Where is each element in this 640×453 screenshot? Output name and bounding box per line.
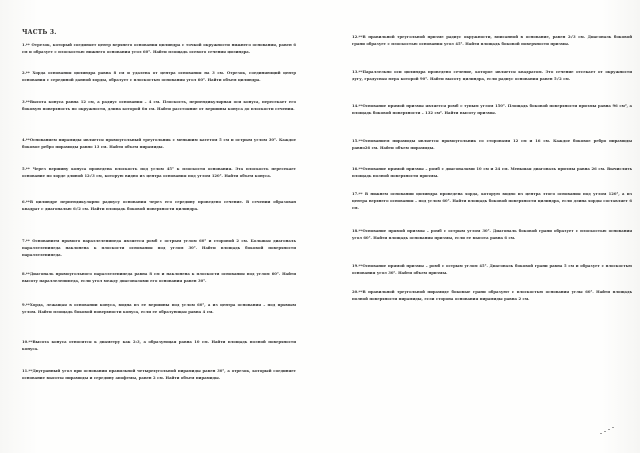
problem-text: **В правильной треугольной призме радиус окружности, вписанной в основание, равен 2√3 см. Диагональ боковой грани образует с плоскостью основания угол 45°. Найти площадь боковой поверхности призмы.	[352, 34, 632, 46]
problem-text: **Основание прямой призмы – ромб с диагоналями 10 см и 24 см. Меньшая диагональ призмы равна 26 см. Вычислить площадь полной поверхности призмы.	[352, 166, 632, 178]
problem-8	[22, 271, 296, 285]
problem-text: **В цилиндре перпендикулярно радиусу основания через его середину проведено сечение. В сечении образован квадрат с диагональю 6√2 см. Найти площадь боковой поверхности цилиндра.	[22, 199, 296, 211]
problem-text: **Высота конуса относится к диаметру как 2:3, а образующая равна 10 см. Найти площадь полной поверхности конуса.	[22, 339, 296, 351]
problem-number: 8.	[22, 271, 26, 276]
problem-text: **Параллельно оси цилиндра проведено сечение, которое является квадратом. Это сечение отсекает от окружности дугу, градусная мера которой 90°. Найти высоту цилиндра, если радиус основания равен 5√2 см.	[352, 69, 632, 81]
problem-9	[22, 302, 296, 316]
problem-text: ** Хорда основания цилиндра равна 8 см и удалена от центра основания на 3 см. Отрезок, соединяющий центр основания с серединой данной хорды, образует с плоскостью основания угол 60°. Найти объем цилиндра.	[22, 70, 296, 82]
problem-20	[352, 289, 632, 303]
problem-number: 14.	[352, 103, 359, 108]
problem-number: 2.	[22, 70, 26, 75]
problem-text: ** Через вершину конуса проведена плоскость под углом 45° к плоскости основания. Эта плоскость пересекает основание по хорде длиной 12√3 см, которую видно из центра основания под углом 120°. Найти объем конуса.	[22, 166, 296, 178]
problem-13	[352, 69, 632, 83]
problem-number: 9.	[22, 302, 26, 307]
problem-number: 5.	[22, 166, 26, 171]
problem-text: **Хорда, лежащая в основании конуса, видна из ее вершины под углом 60°, а из центра основания – под прямым углом. Найти площадь боковой поверхности конуса, если ее образующая равна 4 см.	[22, 302, 296, 314]
problem-19	[352, 263, 632, 277]
problem-18	[352, 228, 632, 242]
problem-11	[22, 368, 296, 382]
problem-text: **Основание прямой призмы является ромб с тупым углом 150°. Площадь боковой поверхности призмы равна 96 см², а площадь боковой поверхности – 132 см². Найти высоту призмы.	[352, 103, 632, 115]
section-heading: ЧАСТЬ 3.	[22, 29, 57, 36]
problem-5	[22, 166, 296, 180]
problem-number: 3.	[22, 99, 26, 104]
scan-artifact-mark	[598, 426, 616, 436]
problem-number: 20.	[352, 289, 359, 294]
problem-number: 12.	[352, 34, 359, 39]
problem-text: ** В нижнем основании цилиндра проведена хорда, которую видно из центра этого основания под углом 120°, а из центра верхнего основания – под углом 60°. Найти площадь боковой поверхности цилиндра, если длина хорды составляет 6 см.	[352, 191, 632, 210]
problem-text: **Высота конуса равна 12 см, а радиус основания – 4 см. Плоскость, перпендикулярная оси конуса, пересекает его боковую поверхность по окружности, длина которой 6π см. Найти расстояние от вершины конуса до плоскости сечения.	[22, 99, 296, 111]
problem-number: 16.	[352, 166, 359, 171]
problem-number: 7.	[22, 238, 26, 243]
problem-14	[352, 103, 632, 117]
problem-3	[22, 99, 296, 113]
problem-12	[352, 34, 632, 48]
problem-number: 4.	[22, 137, 26, 142]
problem-number: 6.	[22, 199, 26, 204]
problem-15	[352, 138, 632, 152]
problem-7	[22, 238, 296, 259]
problem-text: **Основание прямой призмы – ромб с острым углом 30°. Диагональ боковой грани образует с плоскостью основания угол 60°. Найти площадь основания призмы, если ее высота равна 6 см.	[352, 228, 632, 240]
problem-4	[22, 137, 296, 151]
problem-1	[22, 42, 296, 56]
problem-text: **Диагональ прямоугольного параллелепипеда равна 8 см и наклонена к плоскости основания под углом 60°. Найти высоту параллелепипеда, если угол между диагоналями его основания равен 30°.	[22, 271, 296, 283]
problem-number: 18.	[352, 228, 359, 233]
problem-number: 10.	[22, 339, 29, 344]
problem-text: ** Отрезок, который соединяет центр верхнего основания цилиндра с точкой окружности нижнего основания, равен 6 см и образует с плоскостью нижнего основания угол 60°. Найти площадь осевого сечения цилиндра.	[22, 42, 296, 54]
problem-number: 19.	[352, 263, 359, 268]
problem-text: ** Основанием прямого параллелепипеда является ромб с острым углом 60° и стороной 2 см. Большая диагональ параллелепипеда наклонена к плоскости основания под углом 30°. Найти площадь боковой поверхности параллелепипеда.	[22, 238, 296, 257]
problem-text: **Основанием пирамиды является прямоугольник со сторонами 12 см и 16 см. Каждое боковое ребро пирамиды равно26 см. Найти объем пирамиды.	[352, 138, 632, 150]
left-column	[0, 0, 296, 453]
problem-text: **В правильной треугольной пирамиде боковые грани образуют с плоскостью основания углы 60°. Найти площадь полной поверхности пирамиды, если сторона основания пирамиды равна 2 см.	[352, 289, 632, 301]
problem-6	[22, 199, 296, 213]
problem-number: 15.	[352, 138, 359, 143]
problem-number: 13.	[352, 69, 359, 74]
problem-text: **Основанием пирамиды является прямоугольный треугольник с меньшим катетом 5 см и острым углом 30°. Каждое боковое ребро пирамиды равно 13 см. Найти объем пирамиды.	[22, 137, 296, 149]
problem-2	[22, 70, 296, 84]
problem-16	[352, 166, 632, 180]
problem-text: **Двугранный угол при основании правильной четырехугольной пирамиды равен 30°, а отрезок, который соединяет основание высоты пирамиды и середину апофемы, равен 2 см. Найти объем пирамиды.	[22, 368, 296, 380]
problem-number: 11.	[22, 368, 29, 373]
problem-number: 17.	[352, 191, 359, 196]
right-column	[320, 0, 632, 453]
problem-text: **Основание прямой призмы – ромб с острым углом 45°. Диагональ боковой грани равна 5 см и образует с плоскостью основания угол 30°. Найти объем призмы.	[352, 263, 632, 275]
problem-number: 1.	[22, 42, 26, 47]
problem-17	[352, 191, 632, 212]
problem-10	[22, 339, 296, 353]
